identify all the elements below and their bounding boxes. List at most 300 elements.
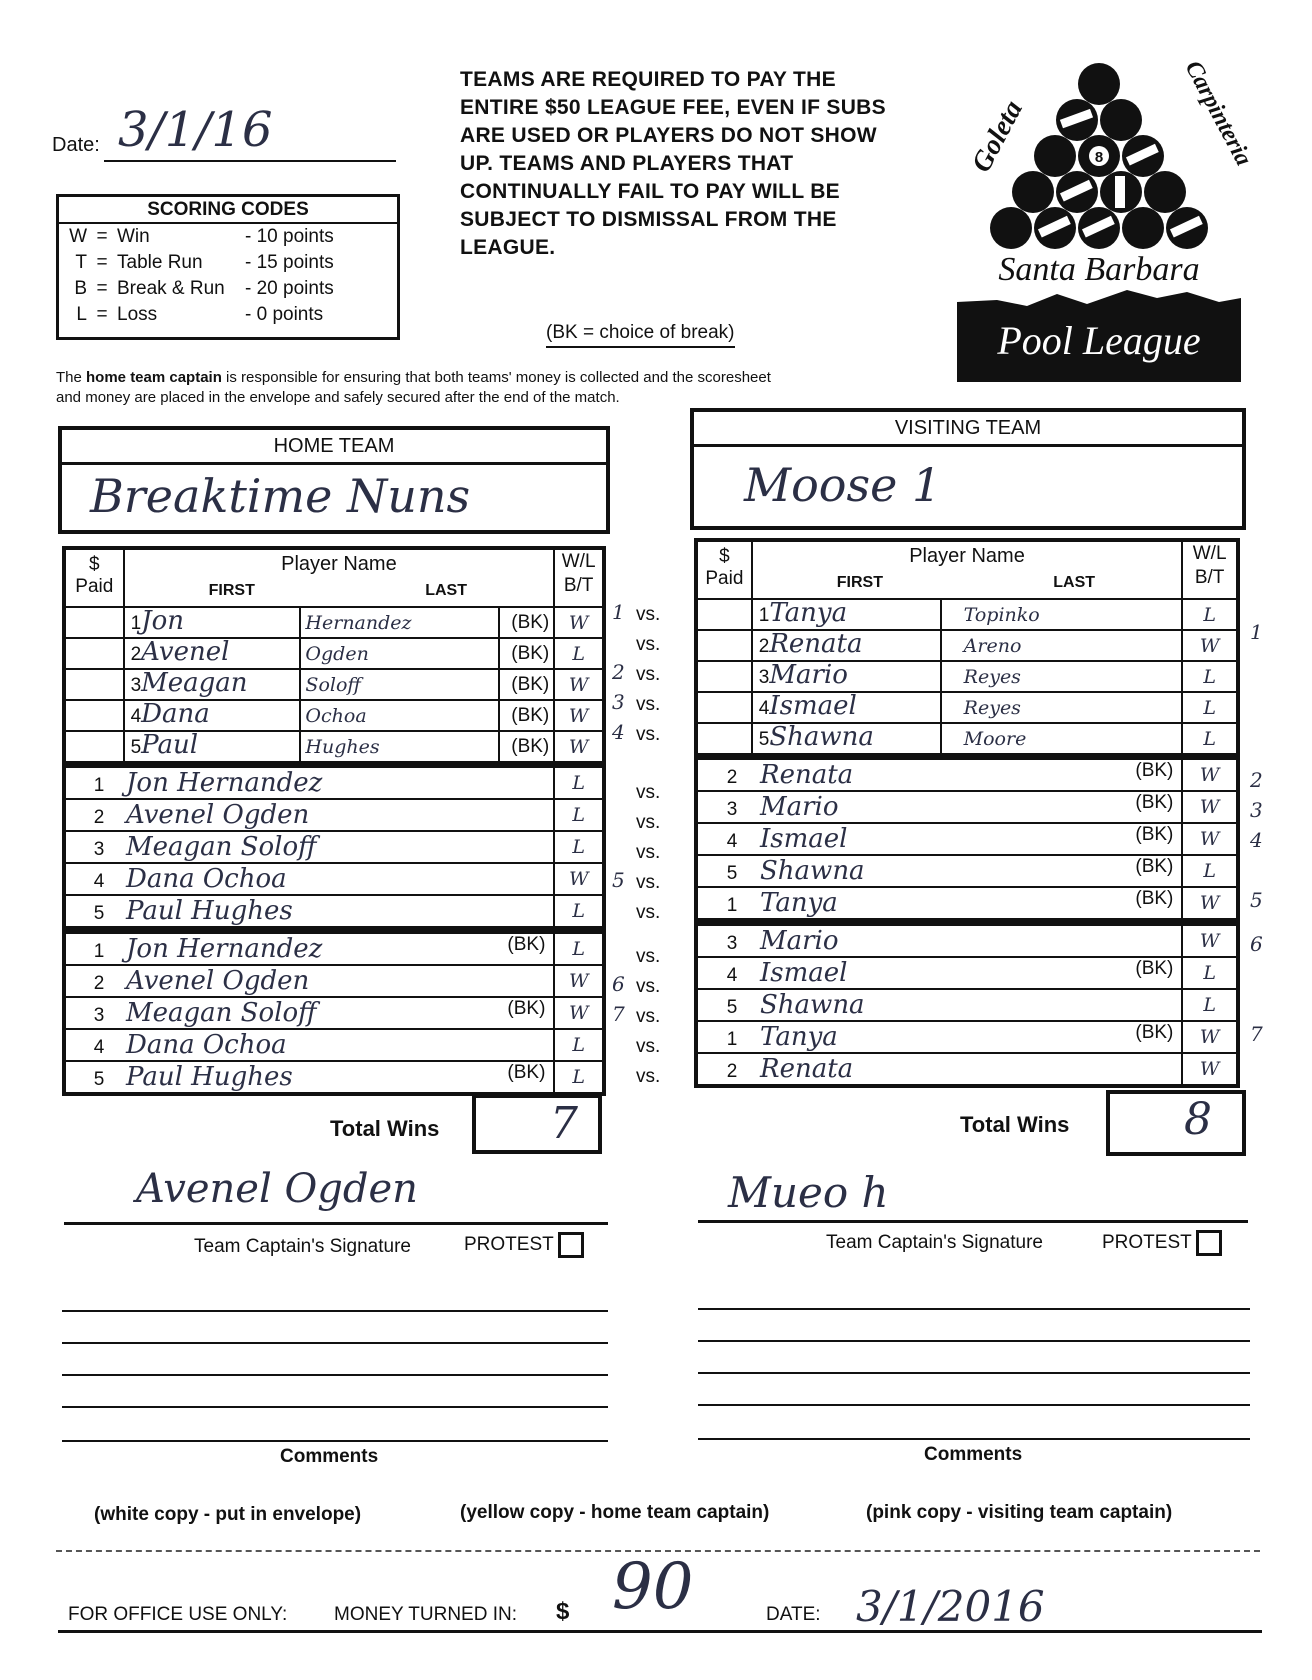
player-name[interactable]: Shawna	[760, 990, 865, 1020]
visiting-match-number: 5	[1250, 888, 1263, 912]
logo-goleta: Goleta	[965, 95, 1029, 178]
wl-result[interactable]: L	[554, 932, 604, 965]
table-row	[696, 924, 1238, 957]
office-line	[58, 1630, 1262, 1633]
first-name-cell[interactable]	[752, 723, 941, 755]
player-number: 1	[726, 895, 738, 916]
paid-cell[interactable]	[64, 638, 124, 669]
paid-cell[interactable]	[64, 700, 124, 731]
scoring-code-row	[59, 276, 397, 302]
player-first[interactable]: Renata	[769, 629, 863, 659]
visiting-team-name[interactable]: Moose 1	[744, 458, 942, 512]
player-cell[interactable]	[696, 989, 1182, 1021]
player-number: 4	[726, 831, 738, 852]
wl-result[interactable]: W	[1182, 1053, 1238, 1086]
table-row	[696, 599, 1238, 630]
scoring-code-name: Win	[117, 226, 150, 247]
home-captain-signature[interactable]: Avenel Ogden	[136, 1166, 418, 1212]
paid-header: $ Paid	[64, 548, 124, 607]
player-name-header: Player Name FIRST LAST	[752, 540, 1183, 599]
vs-label: vs.	[636, 782, 661, 803]
vs-label: vs.	[636, 664, 661, 685]
home-match-number: 2	[612, 660, 625, 684]
visiting-team-title: VISITING TEAM	[694, 412, 1242, 447]
wl-result[interactable]: W	[1182, 1021, 1238, 1053]
player-last[interactable]: Ochoa	[300, 700, 498, 731]
player-number: 2	[726, 1061, 738, 1082]
wl-result[interactable]: W	[554, 965, 604, 997]
table-row	[696, 791, 1238, 823]
wl-result[interactable]: W	[554, 669, 604, 700]
scoring-code-name: Table Run	[117, 252, 203, 273]
bk-label: (BK)	[499, 700, 555, 731]
logo-carpinteria: Carpinteria	[1179, 56, 1257, 171]
wl-result[interactable]: W	[1182, 887, 1238, 920]
bk-label: (BK)	[507, 1062, 546, 1083]
player-cell[interactable]	[696, 1053, 1182, 1086]
visiting-match-number: 7	[1250, 1022, 1263, 1046]
table-row	[696, 723, 1238, 755]
wl-result[interactable]: W	[1182, 823, 1238, 855]
table-row	[64, 1029, 604, 1061]
first-name-cell[interactable]	[752, 692, 941, 723]
home-protest: PROTEST	[464, 1232, 584, 1258]
bk-label: (BK)	[1135, 958, 1174, 979]
vs-label: vs.	[636, 1036, 661, 1057]
visiting-match-number: 3	[1250, 798, 1263, 822]
bk-label: (BK)	[1135, 856, 1174, 877]
visiting-round2-table	[694, 756, 1240, 922]
visiting-match-number: 2	[1250, 768, 1263, 792]
player-number: 2	[130, 644, 142, 665]
responsibility-note: The home team captain is responsible for ensuring that both teams' money is collected and the scoresheet and money are placed in the envelope and safely secured after the end of the match.	[56, 369, 771, 406]
table-row	[64, 669, 604, 700]
wl-result[interactable]: L	[554, 766, 604, 799]
player-first[interactable]: Dana	[141, 699, 210, 729]
comment-line[interactable]	[698, 1438, 1250, 1440]
player-name-header: Player Name FIRST LAST	[124, 548, 555, 607]
bk-label: (BK)	[507, 934, 546, 955]
player-cell[interactable]	[64, 932, 554, 965]
table-row	[64, 1061, 604, 1094]
paid-header: $ Paid	[696, 540, 752, 599]
table-row	[64, 932, 604, 965]
player-number: 2	[758, 636, 770, 657]
player-number: 2	[726, 767, 738, 788]
wl-result[interactable]: W	[1182, 791, 1238, 823]
player-first[interactable]: Mario	[769, 660, 848, 690]
player-cell[interactable]	[64, 1029, 554, 1061]
player-number: 3	[758, 667, 770, 688]
visiting-signature-label: Team Captain's Signature	[826, 1232, 1043, 1253]
player-cell[interactable]	[64, 799, 554, 831]
scoring-code-eq: =	[96, 226, 108, 247]
table-row	[696, 661, 1238, 692]
office-date-value[interactable]: 3/1/2016	[856, 1582, 1045, 1631]
table-row	[64, 700, 604, 731]
player-first[interactable]: Shawna	[769, 722, 874, 752]
scoring-code-code: B	[74, 278, 87, 299]
home-round1-table	[62, 546, 606, 765]
scoring-code-points: - 10 points	[245, 226, 334, 247]
first-name-cell[interactable]	[752, 661, 941, 692]
paid-cell[interactable]	[696, 661, 752, 692]
comment-line[interactable]	[62, 1374, 608, 1376]
player-name[interactable]: Paul Hughes	[126, 896, 293, 926]
scoring-code-name: Break & Run	[117, 278, 225, 299]
visiting-round3-table	[694, 922, 1240, 1088]
paid-cell[interactable]	[696, 599, 752, 630]
player-cell[interactable]	[64, 831, 554, 863]
player-first[interactable]: Ismael	[769, 691, 857, 721]
vs-label: vs.	[636, 634, 661, 655]
player-last[interactable]: Soloff	[300, 669, 498, 700]
first-name-cell[interactable]	[752, 630, 941, 661]
player-last[interactable]: Topinko	[941, 599, 1183, 630]
paid-cell[interactable]	[696, 692, 752, 723]
scoring-code-row	[59, 302, 397, 328]
first-name-cell[interactable]	[124, 669, 301, 700]
yellow-copy-note: (yellow copy - home team captain)	[460, 1502, 770, 1523]
ball-number: 8	[1094, 149, 1104, 166]
money-turned-in-label: MONEY TURNED IN:	[334, 1604, 517, 1625]
wl-result[interactable]: W	[1182, 630, 1238, 661]
scoring-code-code: L	[76, 304, 87, 325]
wl-result[interactable]: L	[554, 895, 604, 928]
player-name[interactable]: Meagan Soloff	[126, 998, 317, 1028]
table-row	[64, 766, 604, 799]
vs-label: vs.	[636, 1066, 661, 1087]
vs-label: vs.	[636, 842, 661, 863]
home-match-number: 3	[612, 690, 625, 714]
wl-result[interactable]: L	[1182, 723, 1238, 755]
bk-label: (BK)	[1135, 888, 1174, 909]
office-date-label: DATE:	[766, 1604, 821, 1625]
home-signature-line	[64, 1222, 608, 1225]
scoring-code-row	[59, 224, 397, 250]
visiting-captain-signature[interactable]: Mueo h	[728, 1168, 889, 1217]
table-row	[696, 855, 1238, 887]
player-name[interactable]: Dana Ochoa	[126, 1030, 287, 1060]
logo-pool-league: Pool League	[997, 318, 1201, 363]
player-cell[interactable]	[696, 924, 1182, 957]
paid-cell[interactable]	[64, 607, 124, 638]
player-last[interactable]: Reyes	[941, 692, 1183, 723]
player-number: 5	[93, 1069, 105, 1090]
table-row	[64, 638, 604, 669]
wl-result[interactable]: L	[1182, 989, 1238, 1021]
player-number: 5	[130, 737, 142, 758]
player-number: 2	[93, 807, 105, 828]
table-row	[64, 831, 604, 863]
bk-label: (BK)	[1135, 1022, 1174, 1043]
bk-label: (BK)	[499, 638, 555, 669]
player-name[interactable]: Mario	[760, 792, 839, 822]
visiting-round1-table	[694, 538, 1240, 757]
home-total-wins[interactable]: 7	[472, 1094, 602, 1154]
table-row	[64, 895, 604, 928]
scoring-code-points: - 15 points	[245, 252, 334, 273]
vs-label: vs.	[636, 976, 661, 997]
wl-result[interactable]: W	[554, 731, 604, 763]
comment-line[interactable]	[698, 1340, 1250, 1342]
wl-result[interactable]: L	[554, 831, 604, 863]
scoring-code-code: W	[69, 226, 87, 247]
comment-line[interactable]	[62, 1310, 608, 1312]
vs-label: vs.	[636, 902, 661, 923]
wl-result[interactable]: L	[1182, 855, 1238, 887]
player-cell[interactable]	[696, 855, 1182, 887]
wl-result[interactable]: W	[554, 997, 604, 1029]
paid-cell[interactable]	[696, 630, 752, 661]
player-number: 1	[726, 1029, 738, 1050]
vs-label: vs.	[636, 1006, 661, 1027]
player-number: 5	[758, 729, 770, 750]
logo-santa-barbara: Santa Barbara	[998, 251, 1200, 288]
player-number: 4	[726, 965, 738, 986]
player-name[interactable]: Jon Hernandez	[126, 934, 323, 964]
player-number: 5	[93, 903, 105, 924]
visiting-match-number: 1	[1250, 620, 1263, 644]
wl-result[interactable]: W	[554, 700, 604, 731]
scoring-code-code: T	[75, 252, 87, 273]
vs-label: vs.	[636, 604, 661, 625]
table-row	[696, 823, 1238, 855]
table-row	[64, 863, 604, 895]
home-match-number: 5	[612, 868, 625, 892]
player-last[interactable]: Ogden	[300, 638, 498, 669]
scoring-code-eq: =	[96, 252, 108, 273]
first-name-cell[interactable]	[124, 638, 301, 669]
player-first[interactable]: Jon	[141, 606, 184, 636]
player-first[interactable]: Paul	[141, 730, 199, 760]
table-row	[696, 758, 1238, 791]
comment-line[interactable]	[62, 1440, 608, 1442]
wl-result[interactable]: L	[554, 1029, 604, 1061]
player-cell[interactable]	[696, 823, 1182, 855]
player-number: 1	[130, 613, 142, 634]
home-signature-label: Team Captain's Signature	[194, 1236, 411, 1257]
player-last[interactable]: Hughes	[300, 731, 498, 763]
player-name[interactable]: Dana Ochoa	[126, 864, 287, 894]
home-team-box	[58, 426, 610, 534]
player-first[interactable]: Tanya	[769, 598, 848, 628]
money-turned-in-value[interactable]: 90	[612, 1550, 694, 1624]
scoring-code-points: - 0 points	[245, 304, 324, 325]
bk-label: (BK)	[507, 998, 546, 1019]
player-first[interactable]: Meagan	[141, 668, 248, 698]
player-cell[interactable]	[64, 863, 554, 895]
vs-label: vs.	[636, 724, 661, 745]
player-number: 4	[93, 1037, 105, 1058]
visiting-signature-line	[698, 1220, 1248, 1223]
player-number: 5	[726, 863, 738, 884]
player-number: 3	[130, 675, 142, 696]
vs-label: vs.	[636, 872, 661, 893]
table-row	[696, 630, 1238, 661]
player-cell[interactable]	[696, 957, 1182, 989]
player-name[interactable]: Renata	[760, 1054, 854, 1084]
scoring-codes-box	[56, 194, 400, 340]
home-match-number: 1	[612, 600, 625, 624]
wl-result[interactable]: W	[1182, 758, 1238, 791]
player-cell[interactable]	[696, 1021, 1182, 1053]
player-last[interactable]: Reyes	[941, 661, 1183, 692]
home-match-number: 7	[612, 1002, 625, 1026]
vs-label: vs.	[636, 946, 661, 967]
visiting-protest: PROTEST	[1102, 1230, 1222, 1256]
visiting-total-wins[interactable]: 8	[1106, 1090, 1246, 1156]
player-name[interactable]: Ismael	[760, 824, 848, 854]
player-name[interactable]: Jon Hernandez	[126, 768, 323, 798]
player-number: 4	[93, 871, 105, 892]
office-use-label: FOR OFFICE USE ONLY:	[68, 1604, 288, 1625]
first-name-cell[interactable]	[124, 731, 301, 763]
home-round3-table	[62, 930, 606, 1096]
player-last[interactable]: Areno	[941, 630, 1183, 661]
player-cell[interactable]	[64, 895, 554, 928]
table-row	[64, 607, 604, 638]
table-row	[696, 989, 1238, 1021]
player-name[interactable]: Paul Hughes	[126, 1062, 293, 1092]
date-label: Date:	[52, 134, 100, 156]
vs-label: vs.	[636, 812, 661, 833]
player-number: 2	[93, 973, 105, 994]
player-name[interactable]: Avenel Ogden	[126, 966, 310, 996]
visiting-match-number: 4	[1250, 828, 1263, 852]
player-number: 3	[93, 839, 105, 860]
player-number: 1	[93, 941, 105, 962]
player-name[interactable]: Tanya	[760, 1022, 838, 1052]
scoring-code-eq: =	[96, 304, 108, 325]
scoring-codes-title: SCORING CODES	[59, 197, 397, 224]
table-row	[696, 957, 1238, 989]
player-first[interactable]: Avenel	[141, 637, 230, 667]
bk-label: (BK)	[1135, 792, 1174, 813]
table-row	[64, 731, 604, 763]
player-number: 5	[726, 997, 738, 1018]
player-cell[interactable]	[696, 758, 1182, 791]
comment-line[interactable]	[698, 1308, 1250, 1310]
bk-label: (BK)	[1135, 760, 1174, 781]
player-last[interactable]: Hernandez	[300, 607, 498, 638]
wl-result[interactable]: L	[1182, 957, 1238, 989]
scoring-code-row	[59, 250, 397, 276]
player-name[interactable]: Renata	[760, 760, 854, 790]
player-number: 1	[93, 775, 105, 796]
home-team-title: HOME TEAM	[62, 430, 606, 465]
paid-cell[interactable]	[64, 731, 124, 763]
table-row	[64, 997, 604, 1029]
player-name[interactable]: Ismael	[760, 958, 848, 988]
wl-result[interactable]: L	[1182, 661, 1238, 692]
scoring-code-points: - 20 points	[245, 278, 334, 299]
first-name-cell[interactable]	[752, 599, 941, 630]
bk-label: (BK)	[499, 607, 555, 638]
player-name[interactable]: Mario	[760, 926, 839, 956]
wl-result[interactable]: W	[1182, 924, 1238, 957]
home-match-number: 6	[612, 972, 625, 996]
visiting-team-box	[690, 408, 1246, 530]
vs-label: vs.	[636, 694, 661, 715]
table-row	[696, 1053, 1238, 1086]
comment-line[interactable]	[698, 1404, 1250, 1406]
player-cell[interactable]	[64, 965, 554, 997]
table-row	[696, 887, 1238, 920]
player-name[interactable]: Meagan Soloff	[126, 832, 317, 862]
wl-result[interactable]: L	[1182, 692, 1238, 723]
visiting-protest-checkbox[interactable]	[1196, 1230, 1222, 1256]
wl-header: W/L B/T	[1182, 540, 1238, 599]
pink-copy-note: (pink copy - visiting team captain)	[866, 1502, 1173, 1523]
wl-result[interactable]: L	[554, 1061, 604, 1094]
player-name[interactable]: Avenel Ogden	[126, 800, 310, 830]
wl-header: W/L B/T	[554, 548, 604, 607]
comment-line[interactable]	[698, 1372, 1250, 1374]
table-row	[64, 965, 604, 997]
bk-note: (BK = choice of break)	[546, 322, 735, 348]
player-last[interactable]: Moore	[941, 723, 1183, 755]
scoring-code-name: Loss	[117, 304, 158, 325]
visiting-comments-label: Comments	[924, 1444, 1023, 1465]
wl-result[interactable]: L	[554, 799, 604, 831]
league-logo	[957, 54, 1257, 382]
player-cell[interactable]	[64, 997, 554, 1029]
paid-cell[interactable]	[64, 669, 124, 700]
home-comments-label: Comments	[280, 1446, 379, 1467]
player-name[interactable]: Shawna	[760, 856, 865, 886]
bk-label: (BK)	[1135, 824, 1174, 845]
wl-result[interactable]: L	[1182, 599, 1238, 630]
home-match-number: 4	[612, 720, 625, 744]
player-number: 1	[758, 605, 770, 626]
comment-line[interactable]	[62, 1342, 608, 1344]
table-row	[696, 692, 1238, 723]
comment-line[interactable]	[62, 1406, 608, 1408]
player-number: 3	[726, 799, 738, 820]
player-number: 4	[758, 698, 770, 719]
white-copy-note: (white copy - put in envelope)	[94, 1504, 362, 1525]
player-cell[interactable]	[696, 791, 1182, 823]
visiting-total-label: Total Wins	[960, 1112, 1070, 1137]
wl-result[interactable]: L	[554, 638, 604, 669]
home-team-name[interactable]: Breaktime Nuns	[90, 469, 471, 523]
visiting-match-number: 6	[1250, 932, 1263, 956]
bk-label: (BK)	[499, 669, 555, 700]
player-name[interactable]: Tanya	[760, 888, 838, 918]
paid-cell[interactable]	[696, 723, 752, 755]
date-line	[104, 160, 396, 162]
home-round2-table	[62, 764, 606, 930]
player-cell[interactable]	[64, 766, 554, 799]
first-name-cell[interactable]	[124, 607, 301, 638]
player-number: 3	[726, 933, 738, 954]
table-row	[64, 799, 604, 831]
player-cell[interactable]	[696, 887, 1182, 920]
player-number: 3	[93, 1005, 105, 1026]
wl-result[interactable]: W	[554, 607, 604, 638]
wl-result[interactable]: W	[554, 863, 604, 895]
date-value[interactable]: 3/1/16	[118, 102, 273, 158]
dollar-sign: $	[556, 1598, 570, 1625]
fee-notice: TEAMS ARE REQUIRED TO PAY THE ENTIRE $50 LEAGUE FEE, EVEN IF SUBS ARE USED OR PLAYERS DO NOT SHOW UP. TEAMS AND PLAYERS THAT CONTINUALLY FAIL TO PAY WILL BE SUBJECT TO DISMISSAL FROM THE LEAGUE.	[460, 68, 886, 259]
bk-label: (BK)	[499, 731, 555, 763]
first-name-cell[interactable]	[124, 700, 301, 731]
player-cell[interactable]	[64, 1061, 554, 1094]
home-protest-checkbox[interactable]	[558, 1232, 584, 1258]
table-row	[696, 1021, 1238, 1053]
player-number: 4	[130, 706, 142, 727]
